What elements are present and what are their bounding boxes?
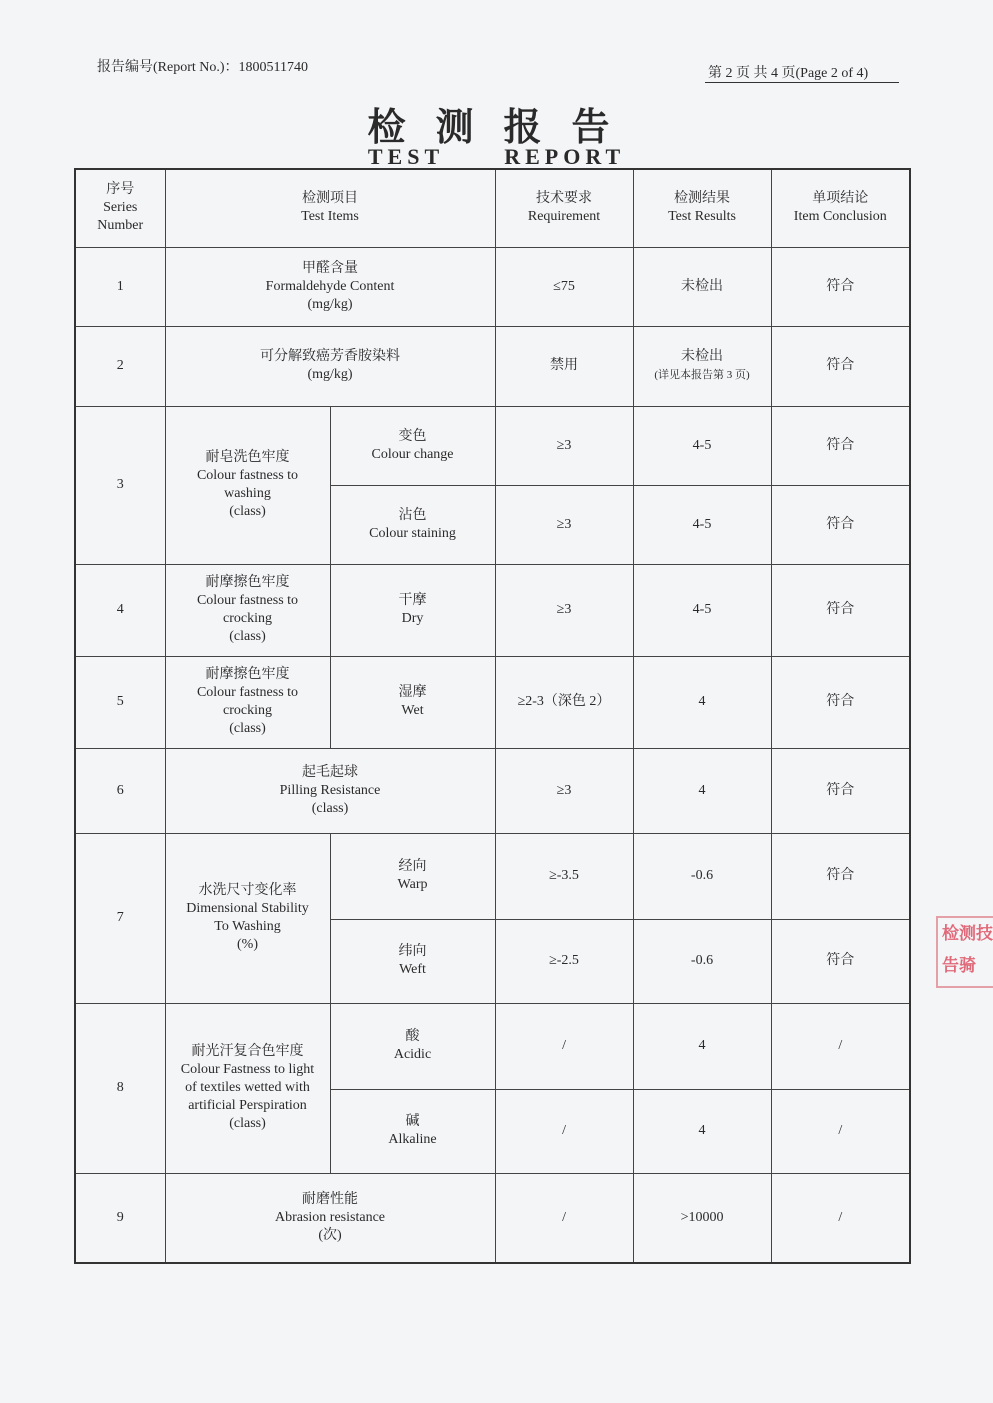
conclusion: 符合 [771,326,910,406]
result: 未检出 (详见本报告第 3 页) [633,326,771,406]
requirement: ≥3 [495,564,633,656]
row-number: 7 [75,833,165,1003]
result: 4-5 [633,485,771,564]
conclusion: 符合 [771,247,910,326]
result: >10000 [633,1173,771,1263]
requirement: / [495,1089,633,1173]
sub-item: 纬向 Weft [330,919,495,1003]
test-item: 水洗尺寸变化率 Dimensional Stability To Washing (%) [165,833,330,1003]
seal-stamp: 检测技 告骑 [936,916,993,988]
sub-item: 沾色 Colour staining [330,485,495,564]
row-number: 3 [75,406,165,564]
test-results-table [74,168,911,1264]
table-row [75,748,910,833]
requirement: ≥3 [495,485,633,564]
table-row [75,1173,910,1263]
row-number: 8 [75,1003,165,1173]
requirement: ≥-3.5 [495,833,633,919]
test-item: 可分解致癌芳香胺染料 (mg/kg) [165,326,495,406]
sub-item: 变色 Colour change [330,406,495,485]
requirement: / [495,1173,633,1263]
page-title-en: TEST REPORT [367,144,626,169]
conclusion: 符合 [771,833,910,919]
row-number: 4 [75,564,165,656]
row-number: 1 [75,247,165,326]
table-row [75,1003,910,1089]
conclusion: / [771,1089,910,1173]
header-test-items: 检测项目 Test Items [165,169,495,247]
test-item: 耐磨性能 Abrasion resistance (次) [165,1173,495,1263]
table-row [75,833,910,919]
test-item: 起毛起球 Pilling Resistance (class) [165,748,495,833]
result: 未检出 [633,247,771,326]
result: 4 [633,1089,771,1173]
table-row [75,656,910,748]
header-underline [705,82,899,83]
sub-item: 经向 Warp [330,833,495,919]
conclusion: 符合 [771,485,910,564]
result: -0.6 [633,919,771,1003]
header-results: 检测结果 Test Results [633,169,771,247]
header-series: 序号 Series Number [75,169,165,247]
requirement: ≥3 [495,406,633,485]
row-number: 6 [75,748,165,833]
result: 4 [633,748,771,833]
requirement: ≤75 [495,247,633,326]
page-title-cn: 检测报告 [367,107,640,149]
result: 4-5 [633,564,771,656]
row-number: 9 [75,1173,165,1263]
result: 4 [633,1003,771,1089]
report-number: 报告编号(Report No.)：1800511740 [97,60,309,75]
result: 4 [633,656,771,748]
table-header-row [75,169,910,247]
conclusion: 符合 [771,564,910,656]
result: 4-5 [633,406,771,485]
test-item: 耐皂洗色牢度 Colour fastness to washing (class) [165,406,330,564]
conclusion: 符合 [771,919,910,1003]
test-item: 耐摩擦色牢度 Colour fastness to crocking (class) [165,564,330,656]
header-conclusion: 单项结论 Item Conclusion [771,169,910,247]
conclusion: 符合 [771,406,910,485]
test-item: 耐摩擦色牢度 Colour fastness to crocking (class) [165,656,330,748]
conclusion: / [771,1173,910,1263]
conclusion: / [771,1003,910,1089]
sub-item: 酸 Acidic [330,1003,495,1089]
test-item: 耐光汗复合色牢度 Colour Fastness to light of textiles wetted with artificial Perspiration (class) [165,1003,330,1173]
sub-item: 碱 Alkaline [330,1089,495,1173]
conclusion: 符合 [771,656,910,748]
table-row [75,247,910,326]
table-row [75,326,910,406]
conclusion: 符合 [771,748,910,833]
sub-item: 湿摩 Wet [330,656,495,748]
row-number: 5 [75,656,165,748]
requirement: 禁用 [495,326,633,406]
result-note: (详见本报告第 3 页) [654,369,750,381]
requirement: ≥3 [495,748,633,833]
result: -0.6 [633,833,771,919]
table-row [75,406,910,485]
page-indicator: 第 2 页 共 4 页(Page 2 of 4) [708,66,869,81]
requirement: ≥-2.5 [495,919,633,1003]
requirement: / [495,1003,633,1089]
table-row [75,564,910,656]
row-number: 2 [75,326,165,406]
test-item: 甲醛含量 Formaldehyde Content (mg/kg) [165,247,495,326]
requirement: ≥2-3（深色 2） [495,656,633,748]
header-requirement: 技术要求 Requirement [495,169,633,247]
sub-item: 干摩 Dry [330,564,495,656]
